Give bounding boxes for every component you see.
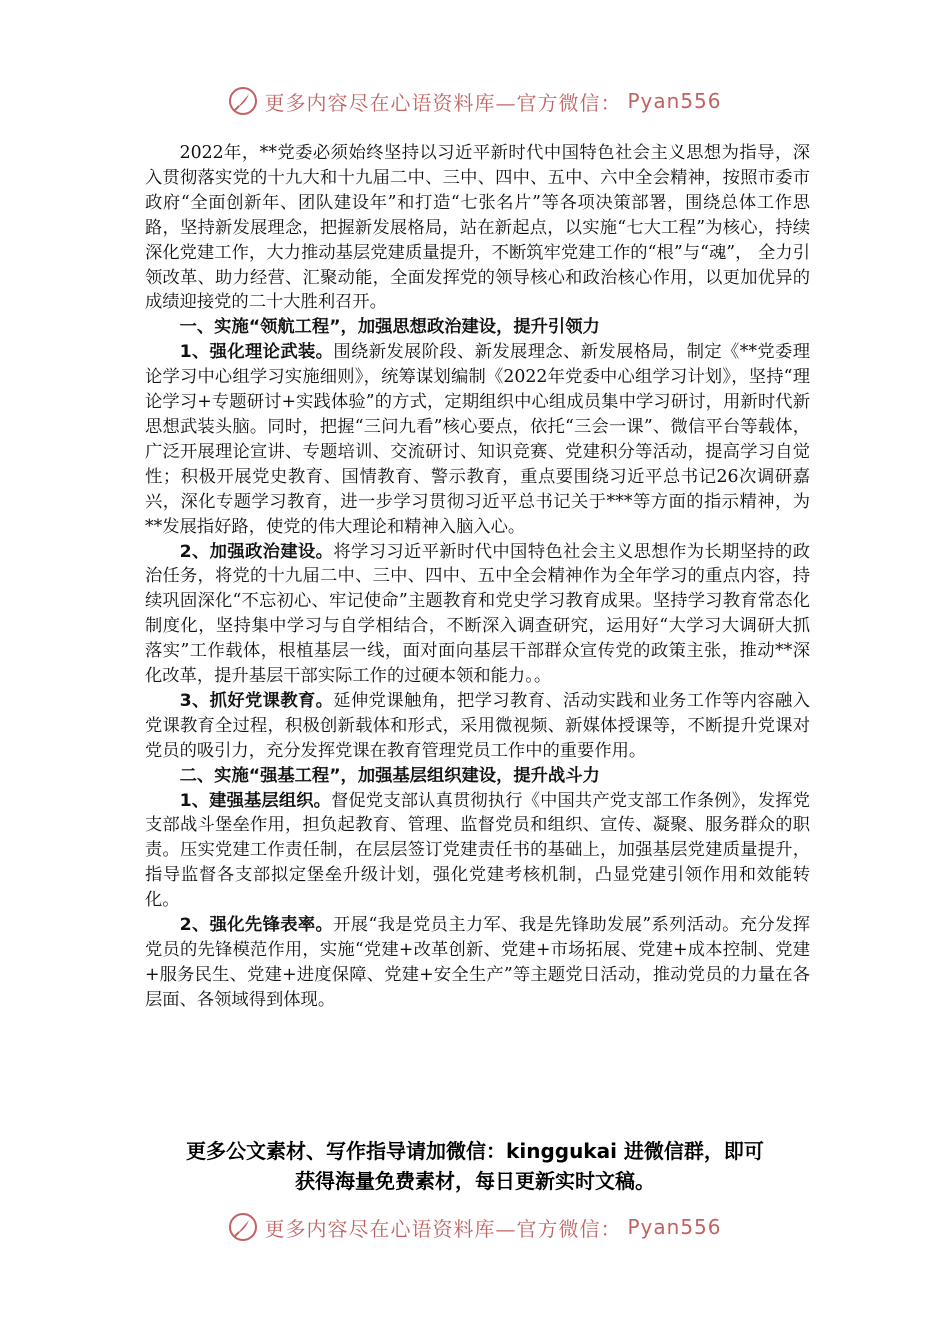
- item-lead: 2、加强政治建设。: [179, 541, 334, 562]
- watermark-text: 更多内容尽在心语资料库—官方微信：: [264, 90, 622, 115]
- feather-pen-logo-icon: [228, 86, 258, 116]
- promo-line-2: 获得海量免费素材，每日更新实时文稿。: [295, 1169, 655, 1193]
- section-2-item-1: [145, 789, 810, 914]
- item-lead: 2、强化先锋表率。: [179, 915, 334, 936]
- item-lead: 1、建强基层组织。: [179, 790, 332, 811]
- document-body: [145, 141, 810, 1013]
- item-text: 延伸党课触角，把学习教育、活动实践和业务工作等内容融入党课教育全过程，积极创新载体和形式，采用微视频、新媒体授课等，不断提升党课对党员的吸引力，充分发挥党课在教育管理党员工作中的重要作用。: [145, 690, 810, 761]
- item-lead: 3、抓好党课教育。: [179, 690, 334, 711]
- section-2-heading: 二、实施“强基工程”，加强基层组织建设，提升战斗力: [179, 765, 600, 786]
- item-text: 督促党支部认真贯彻执行《中国共产党支部工作条例》，发挥党支部战斗堡垒作用，担负起教育、管理、监督党员和组织、宣传、凝聚、服务群众的职责。压实党建工作责任制，在层层签订党建责任书的基础上，加强基层党建质量提升，指导监督各支部拟定堡垒升级计划，强化党建考核机制，凸显党建引领作用和效能转化。: [145, 790, 810, 911]
- item-lead: 1、强化理论武装。: [179, 342, 334, 363]
- promo-line-1: 更多公文素材、写作指导请加微信：kinggukai 进微信群，即可: [186, 1139, 764, 1163]
- watermark-wechat-id: Pyan556: [627, 89, 722, 113]
- watermark-footer: [0, 1212, 950, 1242]
- section-1-item-2: [145, 540, 810, 689]
- section-1-item-3: [145, 689, 810, 764]
- item-text: 将学习习近平新时代中国特色社会主义思想作为长期坚持的政治任务，将党的十九届二中、三中、四中、五中全会精神作为全年学习的重点内容，持续巩固深化“不忘初心、牢记使命”主题教育和党史学习教育成果。坚持学习教育常态化制度化，坚持集中学习与自学相结合，不断深入调查研究，运用好“大学习大调研大抓落实”工作载体，根植基层一线，面对面向基层干部群众宣传党的政策主张，推动**深化改革，提升基层干部实际工作的过硬本领和能力。。: [145, 541, 810, 687]
- watermark-wechat-id: Pyan556: [627, 1215, 722, 1239]
- intro-paragraph: 2022年，**党委必须始终坚持以习近平新时代中国特色社会主义思想为指导，深入贯彻落实党的十九大和十九届二中、三中、四中、五中、六中全会精神，按照市委市政府“全面创新年、团队建设年”和打造“七张名片”等各项决策部署，围绕总体工作思路，坚持新发展理念，把握新发展格局，站在新起点，以实施“七大工程”为核心，持续深化党建工作，大力推动基层党建质量提升，不断筑牢党建工作的“根”与“魂”， 全力引领改革、助力经营、汇聚动能，全面发挥党的领导核心和政治核心作用，以更加优异的成绩迎接党的二十大胜利召开。: [145, 143, 810, 313]
- section-1-heading: 一、实施“领航工程”，加强思想政治建设，提升引领力: [179, 317, 600, 338]
- section-2-item-2: [145, 913, 810, 1013]
- promo-notice: [100, 1136, 850, 1196]
- watermark-header: [0, 86, 950, 116]
- watermark-text: 更多内容尽在心语资料库—官方微信：: [264, 1216, 622, 1241]
- section-1-item-1: [145, 340, 810, 539]
- item-text: 开展“我是党员主力军、我是先锋助发展”系列活动。充分发挥党员的先锋模范作用，实施“党建+改革创新、党建+市场拓展、党建+成本控制、党建+服务民生、党建+进度保障、党建+安全生产”等主题党日活动，推动党员的力量在各层面、各领域得到体现。: [145, 915, 810, 1010]
- feather-pen-logo-icon: [228, 1212, 258, 1242]
- item-text: 围绕新发展阶段、新发展理念、新发展格局，制定《**党委理论学习中心组学习实施细则》，统筹谋划编制《2022年党委中心组学习计划》，坚持“理论学习+专题研讨+实践体验”的方式，定期组织中心组成员集中学习研讨，用新时代新思想武装头脑。同时，把握“三问九看”核心要点，依托“三会一课”、微信平台等载体，广泛开展理论宣讲、专题培训、交流研讨、知识竞赛、党建积分等活动，提高学习自觉性；积极开展党史教育、国情教育、警示教育，重点要围绕习近平总书记26次调研嘉兴，深化专题学习教育，进一步学习贯彻习近平总书记关于***等方面的指示精神，为**发展指好路，使党的伟大理论和精神入脑入心。: [145, 342, 810, 537]
